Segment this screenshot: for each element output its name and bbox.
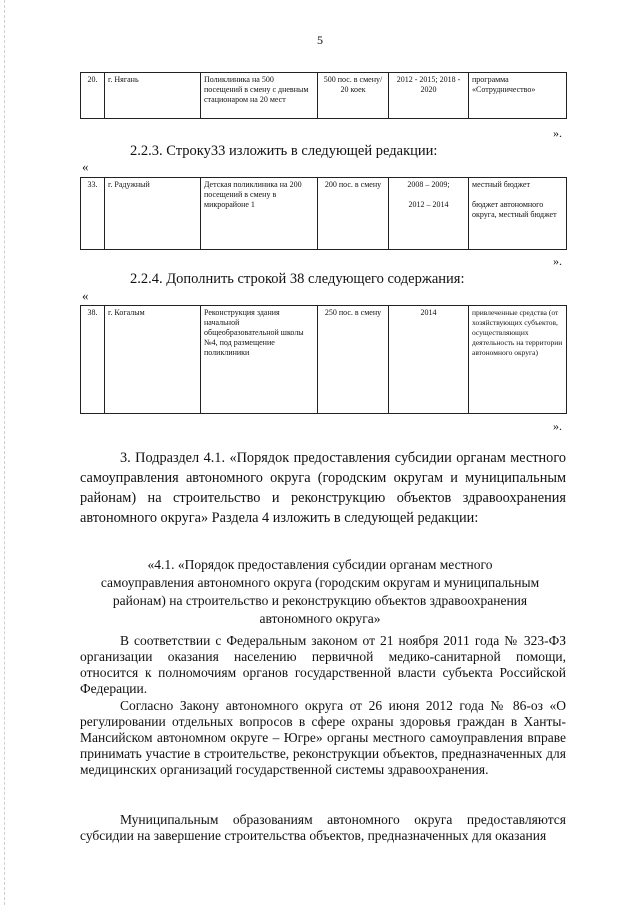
section-title-line: «4.1. «Порядок предоставления субсидии органам местного [147,557,493,572]
funding-source-cell: программа «Сотрудничество» [469,73,567,119]
section-title-line: автономного округа» [259,611,381,626]
table-row-20 [80,72,567,119]
capacity-cell: 200 пос. в смену [318,178,389,250]
closing-quote: ». [553,126,562,140]
funding-source-cell [469,178,567,250]
row-number: 38. [81,306,105,414]
object-cell: Поликлиника на 500 посещений в смену с дневным стационаром на 20 мест [201,73,318,119]
row-number: 33. [81,178,105,250]
paragraph-subsidies: Муниципальным образованиям автономного округа предоставляются субсидии на завершение строительства объектов, предназначенных для оказания [80,812,566,843]
capacity-cell: 500 пос. в смену/ 20 коек [318,73,389,119]
section-title-4-1 [85,556,555,628]
object-cell: Реконструкция здания начальной общеобразовательной школы №4, под размещение поликлиники [201,306,318,414]
closing-quote: ». [553,254,562,268]
city-cell: г. Когалым [105,306,201,414]
city-cell: г. Нягань [105,73,201,119]
paragraph-federal-law: В соответствии с Федеральным законом от 21 ноября 2011 года № 323-ФЗ организации оказания населению первичной медико-санитарной помощи, относится к полномочиям органов государственной власти субъекта Российской Федерации. [80,633,566,696]
object-cell: Детская поликлиника на 200 посещений в смену в микрорайоне 1 [201,178,318,250]
opening-quote: « [82,159,89,174]
years-cell: 2014 [389,306,469,414]
page-edge-line [4,0,5,905]
years-cell: 2012 - 2015; 2018 - 2020 [389,73,469,119]
years-line-2: 2012 – 2014 [408,200,449,209]
source-line-1: местный бюджет [472,180,530,189]
section-title-line: самоуправления автономного округа (городским округам и муниципальным [100,575,540,590]
table-row-33 [80,177,567,250]
years-line-1: 2008 – 2009; [407,180,450,189]
closing-quote: ». [553,419,562,433]
funding-source-cell: привлеченные средства (от хозяйствующих субъектов, осуществляющих деятельность на территории автономного округа) [469,306,567,414]
paragraph-regional-law: Согласно Закону автономного округа от 26 июня 2012 года № 86-оз «О регулировании отдельных вопросов в сфере охраны здоровья граждан в Ханты-Мансийском автономном округе – Югре» органы местного самоуправления вправе принимать участие в строительстве, реконструкции объектов, предназначенных для медицинских организаций государственной системы здравоохранения. [80,698,566,777]
years-cell [389,178,469,250]
page-number: 5 [317,33,323,47]
heading-2-2-4: 2.2.4. Дополнить строкой 38 следующего содержания: [130,271,465,287]
source-line-2: бюджет автономного округа, местный бюджет [472,200,557,219]
table-row-38 [80,305,567,414]
capacity-cell: 250 пос. в смену [318,306,389,414]
heading-2-2-3: 2.2.3. Строку33 изложить в следующей редакции: [130,143,438,159]
opening-quote: « [82,288,89,303]
city-cell: г. Радужный [105,178,201,250]
paragraph-3: 3. Подраздел 4.1. «Порядок предоставления субсидии органам местного самоуправления автономного округа (городским округам и муниципальным районам) на строительство и реконструкцию объектов здравоохранения автономного округа» Раздела 4 изложить в следующей редакции: [80,450,566,526]
section-title-line: районам) на строительство и реконструкцию объектов здравоохранения [112,593,528,608]
row-number: 20. [81,73,105,119]
